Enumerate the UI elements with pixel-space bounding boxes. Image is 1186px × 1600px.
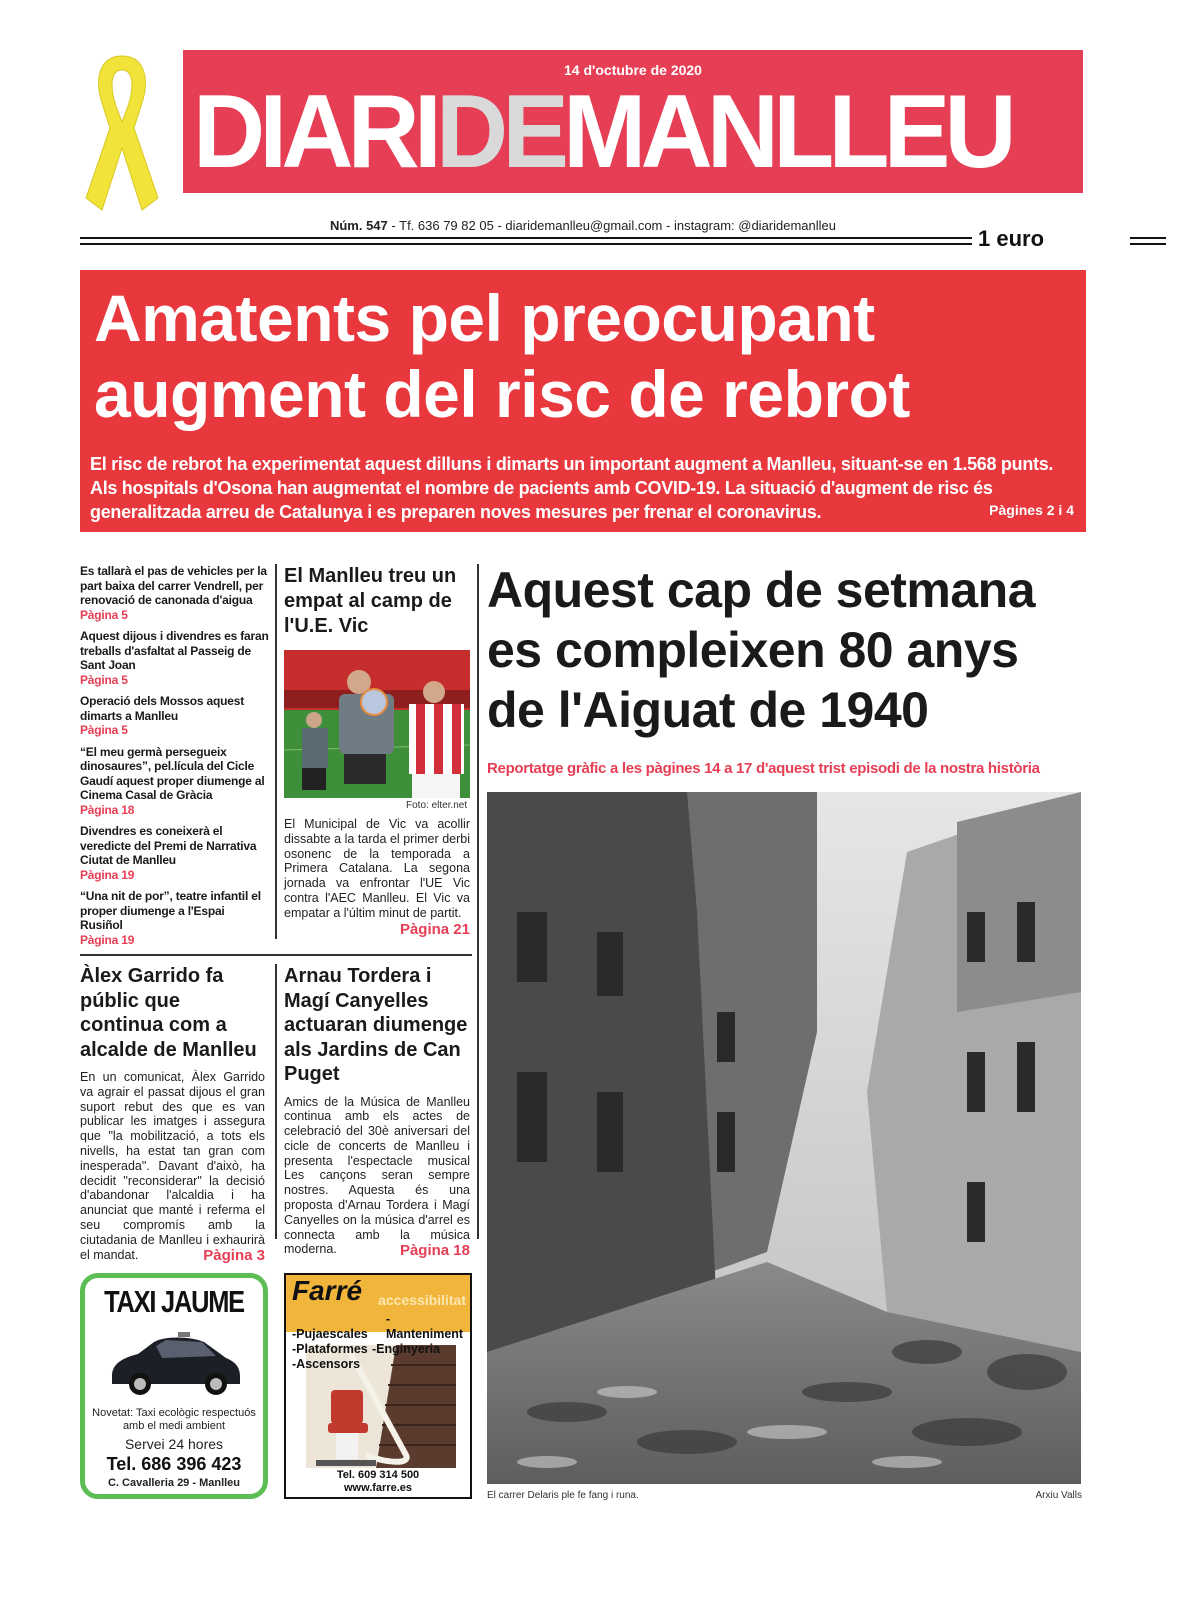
brief-page-ref[interactable]: Pàgina 19 xyxy=(80,867,135,882)
football-body-wrap xyxy=(284,817,470,938)
column-divider xyxy=(275,564,277,939)
farre-service: -Pujaescales xyxy=(292,1327,368,1341)
farre-service: -Plataformes xyxy=(292,1342,368,1356)
brief-text: “El meu germà persegueix dinosaures”, pel.lícula del Cicle Gaudí aquest proper diumenge al Cinema Casal de Gràcia xyxy=(80,744,265,802)
car-icon xyxy=(104,1328,244,1398)
briefs-column xyxy=(80,564,270,954)
price: 1 euro xyxy=(978,226,1045,251)
tordera-story[interactable] xyxy=(284,964,470,1259)
lead-headline-line2: augment del risc de rebrot xyxy=(94,357,910,431)
farre-brand: Farré xyxy=(292,1275,363,1306)
photo-caption: El carrer Delaris ple fe fang i runa. xyxy=(487,1490,639,1501)
farre-phone[interactable]: Tel. 609 314 500 xyxy=(336,1469,420,1481)
taxi-ad-phone[interactable]: Tel. 686 396 423 xyxy=(106,1454,242,1474)
farre-service: -Enginyeria xyxy=(372,1342,441,1356)
column-divider xyxy=(477,564,479,1239)
garrido-headline: Àlex Garrido fa públic que continua com a alcalde de Manlleu xyxy=(80,965,257,1061)
taxi-ad-service: Servei 24 hores xyxy=(124,1436,224,1452)
brief-item[interactable] xyxy=(80,889,270,947)
brief-page-ref[interactable]: Pàgina 19 xyxy=(80,932,135,947)
football-body: El Municipal de Vic va acollir dissabte a la tarda el primer derbi osonenc de la temporada a Primera Catalana. La segona jornada va enfrontar l'UE Vic contra l'AEC Manlleu. El Vic va empatar a l'últim minut de partit. xyxy=(284,817,470,920)
football-story[interactable] xyxy=(284,564,472,639)
yellow-ribbon-icon xyxy=(80,48,165,218)
logo-de: DE xyxy=(435,74,564,190)
football-photo[interactable] xyxy=(284,650,470,798)
logo-manlleu: MANLLEU xyxy=(563,74,1011,190)
lead-page-ref[interactable]: Pàgines 2 i 4 xyxy=(989,502,1074,518)
taxi-jaume-ad[interactable] xyxy=(80,1273,268,1499)
brief-item[interactable] xyxy=(80,694,270,738)
lead-story[interactable] xyxy=(80,270,1086,532)
feature-subhead[interactable]: Reportatge gràfic a les pàgines 14 a 17 d'aquest trist episodi de la nostra història xyxy=(487,760,1040,777)
double-rule-end xyxy=(1130,237,1166,245)
farre-tagline: accessibilitat xyxy=(378,1292,466,1308)
brief-text: Es tallarà el pas de vehicles per la part baixa del carrer Vendrell, per renovació de canonada d'aigua xyxy=(80,564,267,607)
tordera-body: Amics de la Música de Manlleu continua amb els actes de celebració del 30è aniversari del cicle de concerts de Manlleu i presenta l'espectacle musical Les cançons seran sempre nostres. Aquesta és una proposta d'Arnau Tordera i Magí Canyelles on la música d'arrel es connecta amb la música moderna. xyxy=(284,1094,470,1257)
brief-page-ref[interactable]: Pàgina 5 xyxy=(80,723,128,737)
lead-headline-line1: Amatents pel preocupant xyxy=(94,281,875,355)
section-divider xyxy=(80,954,472,956)
phone: Tf. 636 79 82 05 xyxy=(399,218,494,233)
football-page-ref[interactable]: Pàgina 21 xyxy=(399,920,470,938)
issue-date: 14 d'octubre de 2020 xyxy=(564,62,702,78)
photo-archive-credit: Arxiu Valls xyxy=(1035,1490,1082,1501)
brief-page-ref[interactable]: Pàgina 18 xyxy=(80,802,135,817)
brief-page-ref[interactable]: Pàgina 5 xyxy=(80,607,128,622)
brief-page-ref[interactable]: Pàgina 5 xyxy=(80,672,128,687)
tordera-page-ref[interactable]: Pàgina 18 xyxy=(399,1242,470,1260)
brief-text: Divendres es coneixerà el veredicte del Premi de Narrativa Ciutat de Manlleu xyxy=(80,824,257,867)
brief-item[interactable] xyxy=(80,564,270,622)
masthead xyxy=(183,50,1083,193)
garrido-page-ref[interactable]: Pàgina 3 xyxy=(203,1247,265,1265)
brief-text: Aquest dijous i divendres es faran treballs d'asfaltat al Passeig de Sant Joan xyxy=(80,629,269,672)
farre-website[interactable]: www.farre.es xyxy=(343,1482,413,1494)
column-divider xyxy=(275,964,277,1239)
photo-credit: Foto: elter.net xyxy=(406,800,468,811)
tordera-headline: Arnau Tordera i Magí Canyelles actuaran diumenge als Jardins de Can Puget xyxy=(284,965,468,1085)
brief-text: “Una nit de por”, teatre infantil el proper diumenge a l'Espai Rusiñol xyxy=(80,889,261,932)
flood-street-photo[interactable] xyxy=(487,792,1081,1484)
brief-text: Operació dels Mossos aquest dimarts a Manlleu xyxy=(80,694,244,723)
email-link[interactable]: diaridemanlleu@gmail.com xyxy=(505,218,663,233)
lead-summary: El risc de rebrot ha experimentat aquest dilluns i dimarts un important augment a Manlleu, situant-se en 1.568 punts. Als hospitals d'Osona han augmentat el nombre de pacients amb COVID-19. La situació d'augment de risc és generalitzada arreu de Catalunya i es preparen noves mesures per frenar el coronavirus. xyxy=(90,454,1054,522)
farre-services xyxy=(292,1312,472,1372)
farre-ad[interactable] xyxy=(284,1273,472,1499)
logo-diari: DIARI xyxy=(193,74,436,190)
taxi-ad-address: C. Cavalleria 29 - Manlleu xyxy=(107,1477,241,1489)
garrido-story[interactable] xyxy=(80,964,265,1264)
taxi-ad-title: TAXI JAUME xyxy=(104,1284,244,1319)
masthead-rule xyxy=(80,226,1086,251)
instagram-link[interactable]: instagram: @diaridemanlleu xyxy=(673,218,837,233)
brief-item[interactable] xyxy=(80,745,270,818)
contact-line: Núm. 547 - Tf. 636 79 82 05 - diaridemanlleu@gmail.com - instagram: @diaridemanlleu xyxy=(329,218,837,233)
lead-headline xyxy=(94,280,910,432)
garrido-body: En un comunicat, Àlex Garrido va agrair el passat dijous el gran suport rebut des que es van publicar les imatges i assegura que "la mobilització, a tots els nivells, ha estat tan gran com inesperada". Davant d'això, ha decidit "reconsiderar" la decisió d'abandonar l'alcaldia i ha anunciat que manté i referma el seu compromís amb la ciutadania de Manlleu i exhaurirà el mandat. xyxy=(80,1070,265,1262)
feature-headline: Aquest cap de setmana es compleixen 80 anys de l'Aiguat de 1940 xyxy=(487,562,1036,738)
farre-service: -Manteniment xyxy=(386,1312,464,1341)
issue-number: Núm. 547 xyxy=(329,218,388,233)
taxi-ad-novetat: Novetat: Taxi ecològic respectuós amb el medi ambient xyxy=(92,1407,256,1432)
football-headline: El Manlleu treu un empat al camp de l'U.E. Vic xyxy=(284,565,457,637)
brief-item[interactable] xyxy=(80,824,270,882)
double-rule xyxy=(80,237,972,245)
brief-item[interactable] xyxy=(80,629,270,687)
farre-service: -Ascensors xyxy=(292,1357,361,1371)
newspaper-logo[interactable] xyxy=(193,72,1011,192)
